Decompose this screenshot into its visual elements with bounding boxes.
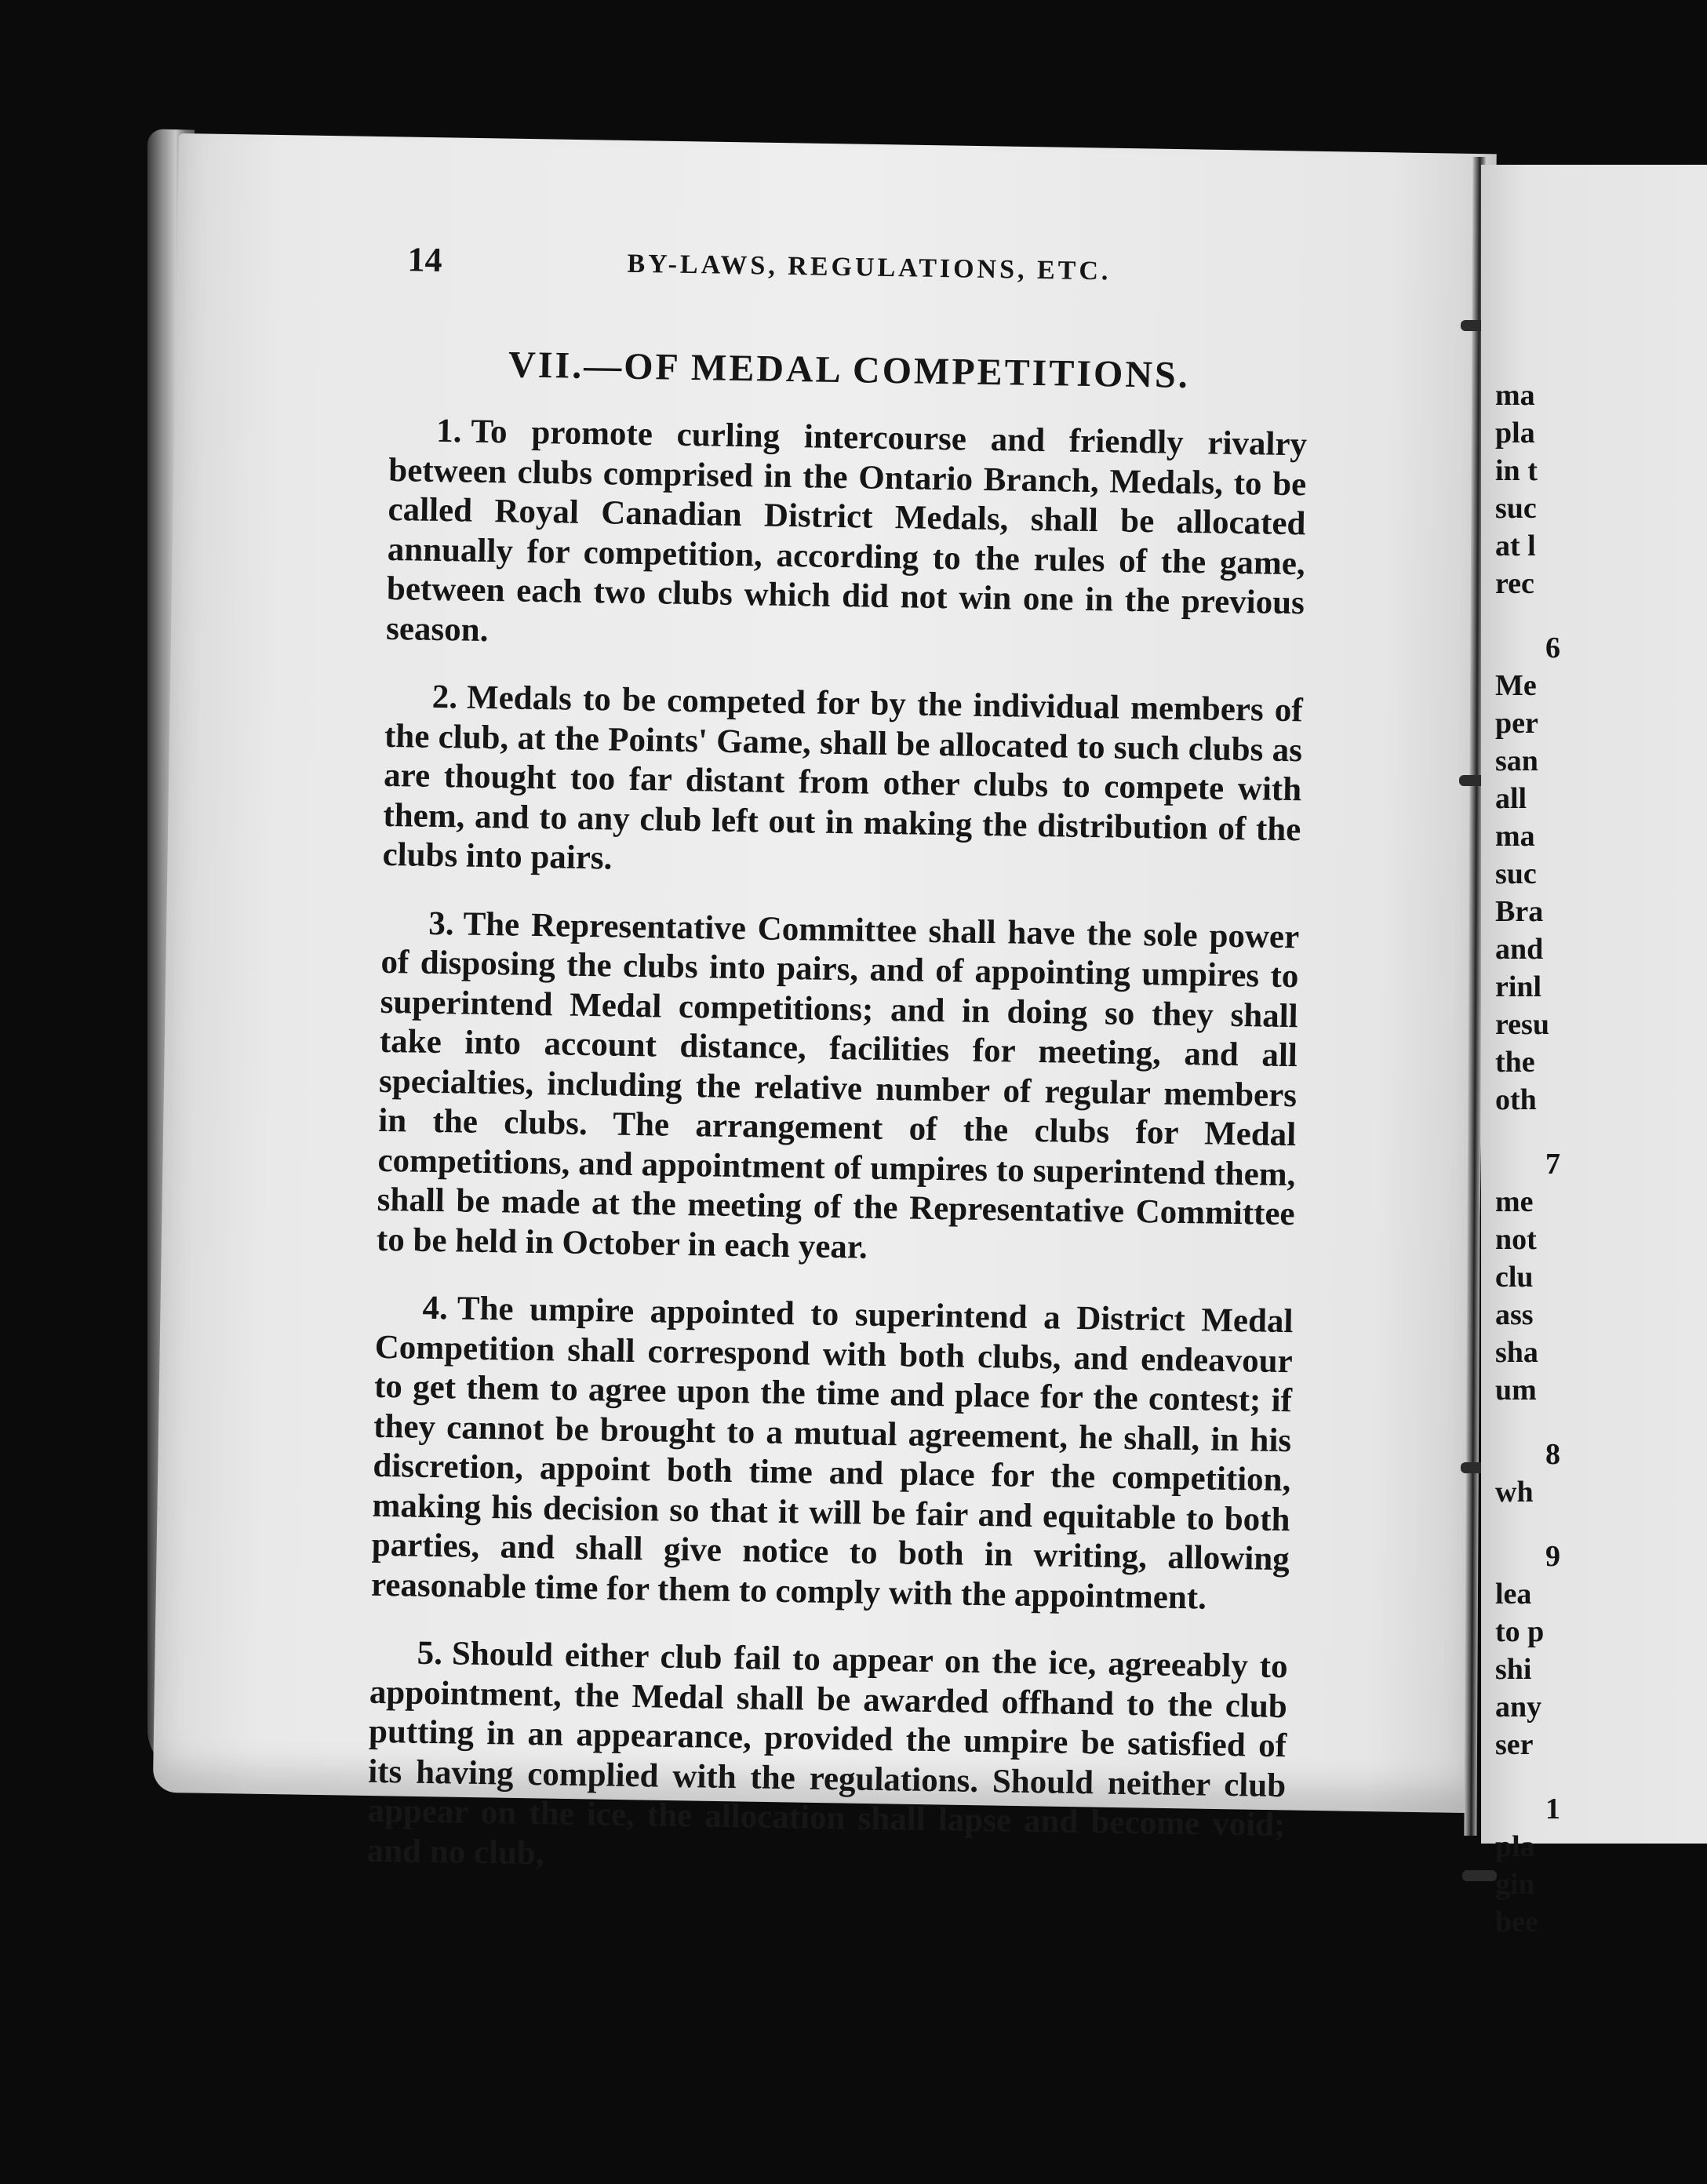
facing-page-line: ma (1495, 820, 1535, 853)
facing-page-line: suc (1495, 857, 1537, 890)
paragraph-text: Should either club fail to appear on the ice, agreeably to appointment, the Medal shall be awarded offhand to the club putting in an appearance, provided the umpire be satisfied of its having complied with the regulations. Should neither club appear on the ice, the allocation shall lapse and become void; and no club, (366, 1635, 1288, 1872)
facing-page-line: rinl (1495, 970, 1542, 1003)
facing-page-line: 8 (1545, 1438, 1560, 1471)
paragraph-number: 1. (435, 412, 462, 450)
facing-page-line: 1 (1545, 1793, 1560, 1825)
paragraph-number: 2. (431, 678, 458, 716)
facing-page-line: suc (1495, 492, 1537, 525)
page-text-block (366, 239, 1310, 1913)
section-title: VII.—OF MEDAL COMPETITIONS. (508, 344, 1191, 396)
facing-page-line: all (1495, 782, 1527, 815)
facing-page-line: per (1495, 707, 1538, 740)
facing-page-line: gin (1495, 1868, 1535, 1901)
facing-page-line: ass (1495, 1298, 1534, 1331)
facing-page-line: sha (1495, 1336, 1538, 1369)
binding-stitch (1462, 1870, 1497, 1881)
facing-page-line: Me (1495, 669, 1537, 702)
paragraph-text: Medals to be competed for by the individual members of the club, at the Points' Game, shall be allocated to such clubs as are thought too far distant from other clubs to compete with them, and to any club left out in making the distribution of the clubs into pairs. (382, 679, 1304, 877)
facing-page-line: any (1495, 1691, 1542, 1724)
facing-page-line: wh (1495, 1476, 1534, 1509)
facing-page-line: Bra (1495, 895, 1544, 928)
facing-page-line: in t (1495, 454, 1538, 487)
facing-page-line: 9 (1545, 1540, 1560, 1573)
paragraph-text: The Representative Committee shall have the sole power of disposing the clubs into pairs, and of appointing umpires to superintend Medal competitions; and in doing so they shall take into account distance, facilities for meeting, and all specialties, including the relative number of regular members in the clubs. The arrangement of the clubs for Medal competitions, and appointment of umpires to superintend them, shall be made at the meeting of the Representative Committee to be held in October in each year. (376, 905, 1300, 1266)
facing-page-line: oth (1495, 1083, 1537, 1116)
running-head-title: BY-LAWS, REGULATIONS, ETC. (627, 249, 1112, 286)
paragraph-1 (386, 411, 1308, 663)
facing-page-line: san (1495, 744, 1538, 777)
facing-page-line: to p (1495, 1615, 1545, 1648)
facing-page-line: 6 (1545, 632, 1560, 664)
page-number: 14 (407, 240, 442, 279)
facing-page-line: 7 (1545, 1148, 1560, 1181)
facing-page-text (1481, 165, 1707, 1938)
facing-page-line: ma (1495, 379, 1535, 412)
facing-page-line: shi (1495, 1653, 1532, 1686)
paragraph-number: 4. (422, 1289, 449, 1327)
facing-page-line: clu (1495, 1261, 1534, 1294)
facing-page-line: bee (1495, 1906, 1538, 1938)
paragraph-3 (377, 903, 1300, 1274)
paragraph-text: To promote curling intercourse and friendly rivalry between clubs comprised in the Ontario Branch, Medals, to be called Royal Canadian District Medals, shall be allocated annually for competition, according to the rules of the game, between each two clubs which did not win one in the previous season. (385, 413, 1308, 649)
facing-page-line: um (1495, 1374, 1537, 1407)
facing-page-line: lea (1495, 1578, 1532, 1611)
facing-page-line: resu (1495, 1008, 1549, 1041)
paragraph-number: 5. (417, 1634, 443, 1673)
facing-page-line: me (1495, 1185, 1534, 1218)
facing-page-line: pla (1495, 1830, 1535, 1863)
paragraph-text: The umpire appointed to superintend a District Medal Competition shall correspond with both clubs, and endeavour to get them to agree upon the time and place for the contest; if they cannot be brought to a mutual agreement, he shall, in his discretion, appoint both time and place for the competition, making his decision so that it will be fair and equitable to both parties, and shall give notice to both in writing, allowing reasonable time for them to comply with the appointment. (370, 1290, 1294, 1617)
facing-page-line: at l (1495, 530, 1536, 562)
facing-page (1481, 165, 1707, 1938)
facing-page-line: rec (1495, 567, 1534, 600)
facing-page-line: and (1495, 933, 1544, 966)
paragraph-2 (382, 677, 1303, 890)
paragraph-5 (366, 1633, 1288, 1885)
paragraph-4 (371, 1288, 1294, 1619)
facing-page-line: not (1495, 1223, 1537, 1256)
facing-page-line: pla (1495, 417, 1535, 450)
facing-page-line: ser (1495, 1728, 1534, 1761)
paragraph-number: 3. (428, 905, 454, 942)
facing-page-line: the (1495, 1046, 1535, 1079)
